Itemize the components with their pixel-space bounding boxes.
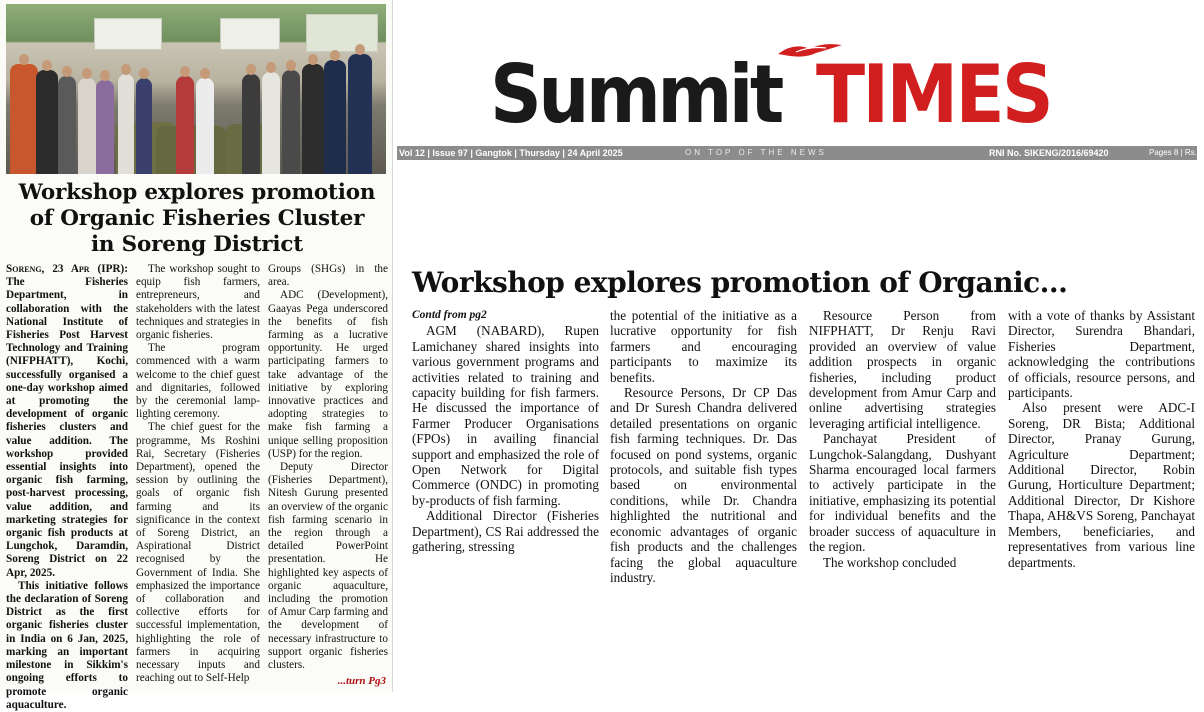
paragraph: with a vote of thanks by Assistant Director, Surendra Bhandari, Fisheries Department, acknowledging the contributions of officials, resource persons, and participants. xyxy=(1008,308,1195,401)
masthead xyxy=(490,40,1100,142)
paragraph: Additional Director (Fisheries Department), CS Rai addressed the gathering, stressing xyxy=(412,508,599,555)
left-headline-line: in Soreng District xyxy=(90,232,304,257)
paragraph: Also present were ADC-I Soreng, DR Bista; Additional Director, Pranay Gurung, Agriculture Department; Additional Director, Robin Gurung, Horticulture Department; Additional Director, Dr Kishore Thapa, AH&VS Soreng, Panchayat Members, beneficiaries, and representatives from various line departments. xyxy=(1008,400,1195,570)
left-headline xyxy=(8,180,386,258)
left-column-3 xyxy=(268,263,388,672)
issue-info-bar xyxy=(397,146,1204,160)
masthead-summit: Summit xyxy=(490,48,781,141)
paragraph: ADC (Development), Gaayas Pega underscored the benefits of fish farming as a lucrative opportunity. He urged participating farmers to take advantage of the initiative by exploring innovative practices and adopting strategies to make fish farming a unique selling proposition (USP) for the region. xyxy=(268,289,388,460)
paragraph: The chief guest for the programme, Ms Roshini Rai, Secretary (Fisheries Department), opened the session by outlining the goals of organic fish farming and its significance in the context of Soreng District, an Aspirational District recognised by the Government of India. She emphasized the importance of collaboration and collective efforts for successful implementation, highlighting the role of farmers in acquiring necessary inputs and reaching out to Self-Help xyxy=(136,421,260,685)
left-column-1 xyxy=(6,263,128,712)
left-column-2 xyxy=(136,263,260,686)
paragraph: Deputy Director (Fisheries Department), Nitesh Gurung presented an overview of the organic fish farming scenario in the region through a detailed PowerPoint presentation. He highlighted key aspects of organic aquaculture, including the promotion of Amur Carp farming and the development of necessary infrastructure to support organic fisheries clusters. xyxy=(268,461,388,672)
paragraph: The Fisheries Department, in collaboration with the National Institute of Fisheries Post Harvest Technology and Training (NIFPHATT), Kochi, successfully organised a one-day workshop aimed at promoting the development of organic fisheries clusters and value addition. The workshop provided essential insights into organic fish farming, post-harvest processing, value addition, and marketing strategies for organic fish products at Lungchok, Daramdin, Soreng District on 22 Apr, 2025. xyxy=(6,276,128,579)
paragraph: AGM (NABARD), Rupen Lamichaney shared insights into various government programs and activities related to training and capacity building for fish farmers. He discussed the importance of Farmer Producer Organisations (FPOs) in availing financial support and emphasized the role of Open Network for Digital Commerce (ONDC) in promoting by-products of fish farming. xyxy=(412,323,599,508)
paragraph: Panchayat President of Lungchok-Salangdang, Dushyant Sharma encouraged local farmers to actively participate in the initiative, emphasizing its potential for individual benefits and the broader success of aquaculture in the region. xyxy=(809,431,996,555)
paragraph: The program commenced with a warm welcome to the chief guest and dignitaries, followed by the ceremonial lamp-lighting ceremony. xyxy=(136,342,260,421)
continued-article-body xyxy=(412,308,1196,598)
left-headline-line: Workshop explores promotion xyxy=(18,180,376,205)
paragraph: Resource Persons, Dr CP Das and Dr Suresh Chandra delivered detailed presentations on organic fish farming techniques. Dr. Das focused on pond systems, organic protocols, and suitable fish types based on environmental conditions, while Dr. Chandra highlighted the nutritional and economic advantages of organic fish products and the challenges facing the global aquaculture industry. xyxy=(610,385,797,585)
paragraph: Groups (SHGs) in the area. xyxy=(268,263,388,289)
paragraph: This initiative follows the declaration of Soreng District as the first organic fisheries cluster in India on 6 Jan, 2025, marking an important milestone in Sikkim's ongoing efforts to promote organic aquaculture. xyxy=(6,579,128,711)
masthead-times: TIMES xyxy=(816,48,1052,141)
paragraph: Resource Person from NIFPHATT, Dr Renju Ravi provided an overview of value addition prospects in organic fisheries, including product development from Amur Carp and online advertising strategies leveraging artificial intelligence. xyxy=(809,308,996,431)
article-column-2 xyxy=(610,308,797,585)
rni-number: RNI No. SIKENG/2016/69420 xyxy=(989,148,1109,158)
left-headline-line: of Organic Fisheries Cluster xyxy=(29,206,365,231)
group-photo xyxy=(6,4,386,174)
turn-page-note: ...turn Pg3 xyxy=(337,675,386,687)
continued-from-note: Contd from pg2 xyxy=(412,309,487,321)
tagline: ON TOP OF THE NEWS xyxy=(685,148,827,157)
left-article-body xyxy=(6,263,388,711)
paragraph: The workshop sought to equip fish farmers, entrepreneurs, and stakeholders with the latest techniques and strategies in organic fisheries. xyxy=(136,263,260,342)
article-column-1 xyxy=(412,308,599,555)
article-column-3 xyxy=(809,308,996,570)
paragraph: The workshop concluded xyxy=(823,554,957,570)
dateline: Soreng, 23 Apr (IPR): xyxy=(6,263,128,275)
pages-price: Pages 8 | Rs. 5 xyxy=(1149,148,1204,157)
left-article-clipping xyxy=(0,0,393,711)
issue-info: Vol 12 | Issue 97 | Gangtok | Thursday | 24 April 2025 xyxy=(399,148,623,158)
paragraph: the potential of the initiative as a lucrative opportunity for fish farmers and encouraging participants to maximize its benefits. xyxy=(610,308,797,385)
article-column-4 xyxy=(1008,308,1195,570)
continued-headline: Workshop explores promotion of Organic... xyxy=(412,266,1068,299)
